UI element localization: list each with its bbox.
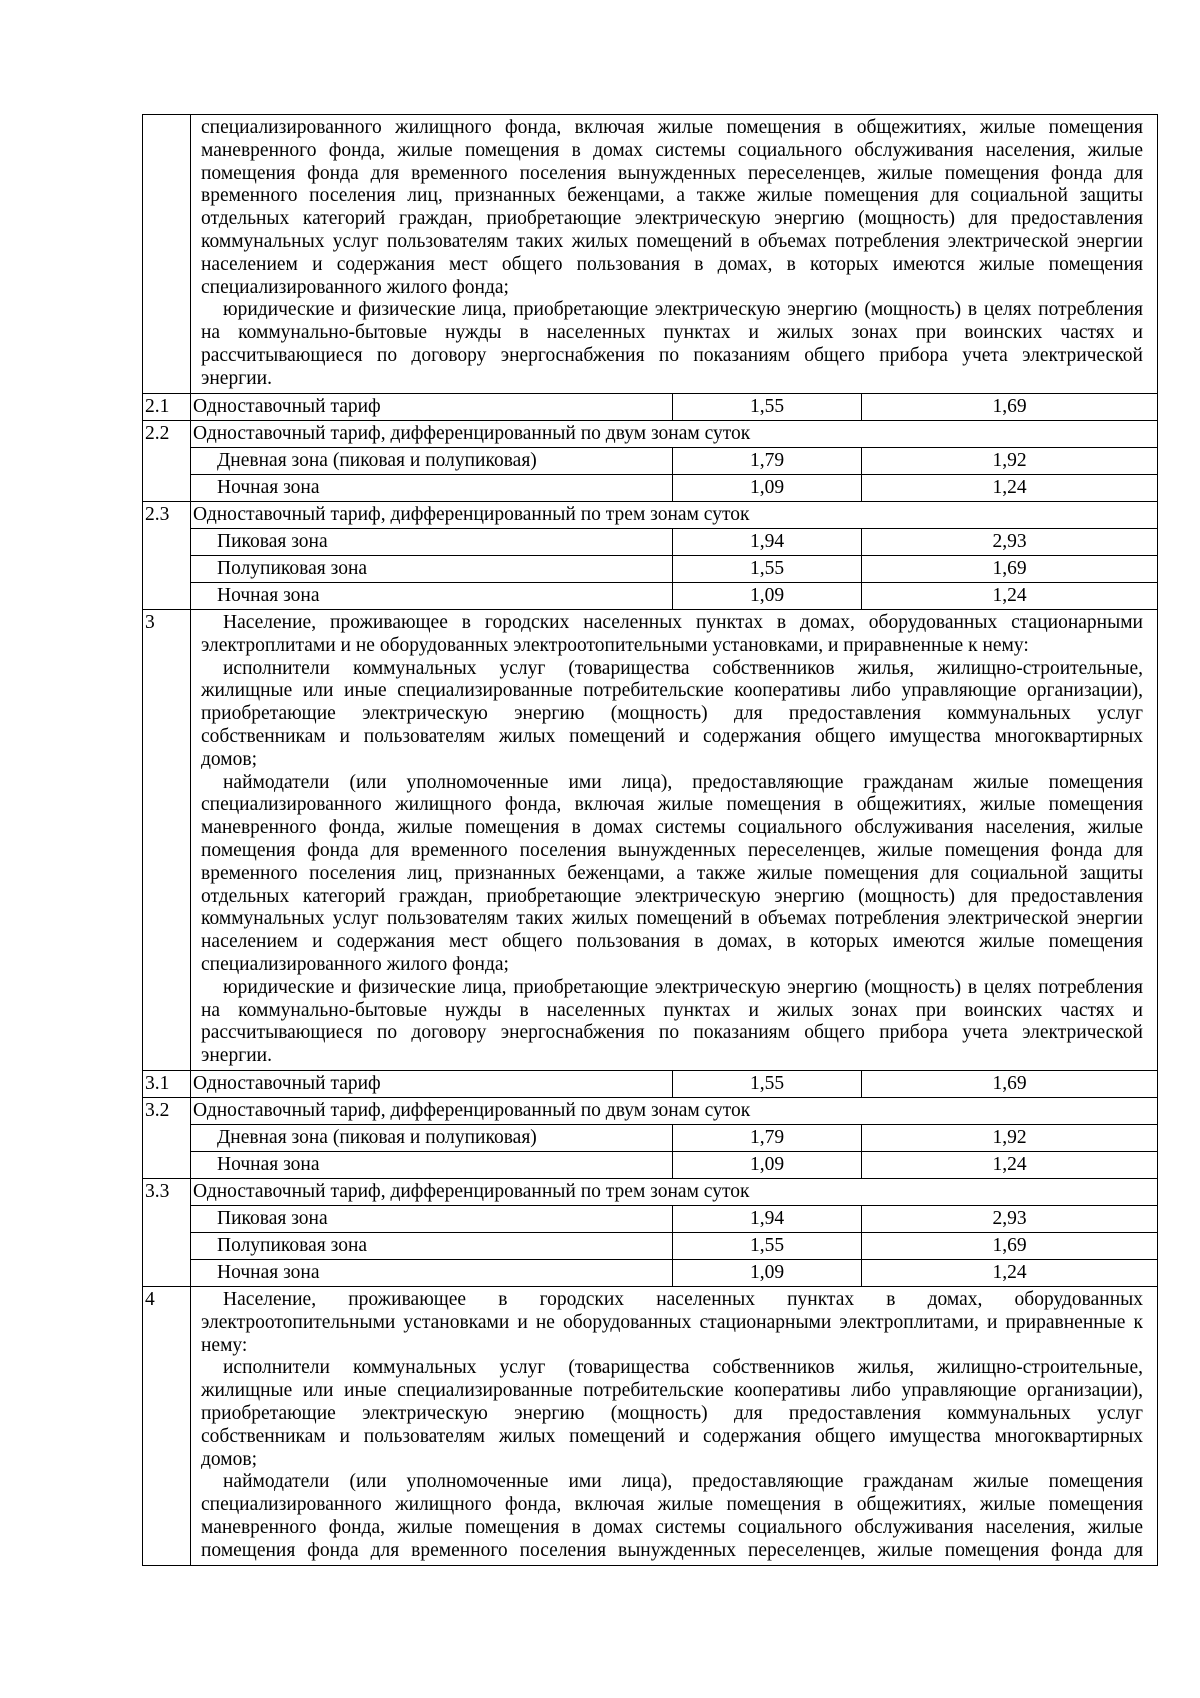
zone-label: Пиковая зона <box>190 528 673 556</box>
zone-label: Дневная зона (пиковая и полупиковая) <box>190 1124 673 1152</box>
text-line: специализированного жилищного фонда, включая жилые помещения в общежитиях, жилые помещения <box>201 1494 1143 1516</box>
text-line: Население, проживающее в городских населенных пунктах в домах, оборудованных <box>223 1289 1143 1310</box>
tariff-value-2: 2,93 <box>861 528 1158 556</box>
text-line: на коммунально-бытовые нужды в населенных пунктах и жилых зонах при воинских частях и <box>201 999 1143 1021</box>
tariff-value-2: 1,69 <box>861 555 1158 583</box>
tariff-value-2: 1,69 <box>861 393 1158 421</box>
text-line: электроплитами и не оборудованных электроотопительными установками, и приравненные к нему: <box>201 634 1029 656</box>
zone-label: Ночная зона <box>190 582 673 610</box>
text-line: специализированного жилищного фонда, включая жилые помещения в общежитиях, жилые помещения <box>201 117 1143 138</box>
tariff-value-1: 1,79 <box>672 1124 862 1152</box>
row-number: 3.2 <box>142 1097 191 1179</box>
tariff-value-2: 1,24 <box>861 1259 1158 1287</box>
text-line: юридические и физические лица, приобретающие электрическую энергию (мощность) в целях потребления <box>223 299 1143 321</box>
row-number: 3 <box>142 609 191 1071</box>
zone-label: Полупиковая зона <box>190 1232 673 1260</box>
tariff-value-1: 1,09 <box>672 582 862 610</box>
tariff-group-label: Одноставочный тариф, дифференцированный по трем зонам суток <box>190 501 1158 529</box>
row-number: 3.1 <box>142 1070 191 1098</box>
tariff-value-1: 1,09 <box>672 474 862 502</box>
text-line: отдельных категорий граждан, приобретающие электрическую энергию (мощность) для предоставления <box>201 208 1143 230</box>
text-line: энергии. <box>201 1045 272 1067</box>
zone-label: Ночная зона <box>190 474 673 502</box>
text-line: жилищные или иные специализированные потребительские кооперативы либо управляющие организации), <box>201 1380 1143 1402</box>
text-line: приобретающие электрическую энергию (мощность) для предоставления коммунальных услуг <box>201 1402 1143 1424</box>
row-number: 2.2 <box>142 420 191 502</box>
row-number: 4 <box>142 1286 191 1566</box>
tariff-value-1: 1,09 <box>672 1259 862 1287</box>
text-line: исполнители коммунальных услуг (товарищества собственников жилья, жилищно-строительные, <box>223 657 1143 679</box>
text-line: собственникам и пользователям жилых помещений и содержания общего имущества многоквартирных <box>201 725 1143 747</box>
zone-label: Полупиковая зона <box>190 555 673 583</box>
zone-label: Пиковая зона <box>190 1205 673 1233</box>
text-line: временного поселения лиц, признанных беженцами, а также жилые помещения для социальной защиты <box>201 862 1143 884</box>
tariff-value-2: 1,24 <box>861 474 1158 502</box>
text-line: помещения фонда для временного поселения вынужденных переселенцев, жилые помещения фонда для <box>201 162 1143 184</box>
text-line: домов; <box>201 748 258 770</box>
text-line: коммунальных услуг пользователям таких жилых помещений в объемах потребления электрической энергии <box>201 230 1143 252</box>
row-number: 3.3 <box>142 1178 191 1287</box>
description-cell <box>190 1286 1158 1566</box>
zone-label: Ночная зона <box>190 1259 673 1287</box>
tariff-group-label: Одноставочный тариф, дифференцированный по трем зонам суток <box>190 1178 1158 1206</box>
tariff-value-1: 1,55 <box>672 1070 862 1098</box>
text-line: помещения фонда для временного поселения вынужденных переселенцев, жилые помещения фонда для <box>201 839 1143 861</box>
text-line: юридические и физические лица, приобретающие электрическую энергию (мощность) в целях потребления <box>223 976 1143 998</box>
text-line: электроотопительными установками и не оборудованных стационарными электроплитами, и приравненные к <box>201 1311 1143 1333</box>
text-line: населением и содержания мест общего пользования в домах, в которых имеются жилые помещения <box>201 931 1143 953</box>
tariff-label: Одноставочный тариф <box>190 1070 673 1098</box>
text-line: населением и содержания мест общего пользования в домах, в которых имеются жилые помещения <box>201 253 1143 275</box>
tariff-group-label: Одноставочный тариф, дифференцированный по двум зонам суток <box>190 1097 1158 1125</box>
tariff-value-1: 1,55 <box>672 555 862 583</box>
row-number <box>142 114 191 394</box>
text-line: маневренного фонда, жилые помещения в домах системы социального обслуживания населения, жилые <box>201 139 1143 161</box>
tariff-label: Одноставочный тариф <box>190 393 673 421</box>
description-cell <box>190 609 1158 1071</box>
text-line: отдельных категорий граждан, приобретающие электрическую энергию (мощность) для предоставления <box>201 885 1143 907</box>
row-number: 2.1 <box>142 393 191 421</box>
tariff-value-1: 1,09 <box>672 1151 862 1179</box>
tariff-group-label: Одноставочный тариф, дифференцированный по двум зонам суток <box>190 420 1158 448</box>
text-line: временного поселения лиц, признанных беженцами, а также жилые помещения для социальной защиты <box>201 185 1143 207</box>
text-line: домов; <box>201 1448 258 1470</box>
tariff-value-2: 1,69 <box>861 1232 1158 1260</box>
description-cell <box>190 114 1158 394</box>
tariff-value-2: 1,69 <box>861 1070 1158 1098</box>
tariff-value-1: 1,79 <box>672 447 862 475</box>
tariff-value-2: 2,93 <box>861 1205 1158 1233</box>
tariff-value-2: 1,92 <box>861 447 1158 475</box>
text-line: специализированного жилого фонда; <box>201 953 509 975</box>
text-line: Население, проживающее в городских населенных пунктах в домах, оборудованных стационарными <box>223 612 1143 633</box>
tariff-value-2: 1,92 <box>861 1124 1158 1152</box>
tariff-value-1: 1,55 <box>672 1232 862 1260</box>
text-line: рассчитывающиеся по договору энергоснабжения по показаниям общего прибора учета электрической <box>201 1022 1143 1044</box>
zone-label: Ночная зона <box>190 1151 673 1179</box>
tariff-value-1: 1,94 <box>672 528 862 556</box>
text-line: наймодатели (или уполномоченные ими лица), предоставляющие гражданам жилые помещения <box>223 1471 1143 1493</box>
text-line: коммунальных услуг пользователям таких жилых помещений в объемах потребления электрической энергии <box>201 908 1143 930</box>
zone-label: Дневная зона (пиковая и полупиковая) <box>190 447 673 475</box>
tariff-value-1: 1,94 <box>672 1205 862 1233</box>
text-line: специализированного жилищного фонда, включая жилые помещения в общежитиях, жилые помещения <box>201 794 1143 816</box>
text-line: собственникам и пользователям жилых помещений и содержания общего имущества многоквартирных <box>201 1425 1143 1447</box>
text-line: энергии. <box>201 367 272 389</box>
text-line: специализированного жилого фонда; <box>201 276 509 298</box>
text-line: жилищные или иные специализированные потребительские кооперативы либо управляющие организации), <box>201 680 1143 702</box>
text-line: рассчитывающиеся по договору энергоснабжения по показаниям общего прибора учета электрической <box>201 344 1143 366</box>
text-line: нему: <box>201 1334 248 1356</box>
tariff-value-1: 1,55 <box>672 393 862 421</box>
tariff-value-2: 1,24 <box>861 582 1158 610</box>
text-line: маневренного фонда, жилые помещения в домах системы социального обслуживания населения, жилые <box>201 817 1143 839</box>
text-line: на коммунально-бытовые нужды в населенных пунктах и жилых зонах при воинских частях и <box>201 322 1143 344</box>
text-line: исполнители коммунальных услуг (товарищества собственников жилья, жилищно-строительные, <box>223 1357 1143 1379</box>
row-number: 2.3 <box>142 501 191 610</box>
text-line: помещения фонда для временного поселения вынужденных переселенцев, жилые помещения фонда для <box>201 1539 1143 1561</box>
text-line: приобретающие электрическую энергию (мощность) для предоставления коммунальных услуг <box>201 703 1143 725</box>
text-line: маневренного фонда, жилые помещения в домах системы социального обслуживания населения, жилые <box>201 1516 1143 1538</box>
tariff-value-2: 1,24 <box>861 1151 1158 1179</box>
text-line: наймодатели (или уполномоченные ими лица), предоставляющие гражданам жилые помещения <box>223 771 1143 793</box>
